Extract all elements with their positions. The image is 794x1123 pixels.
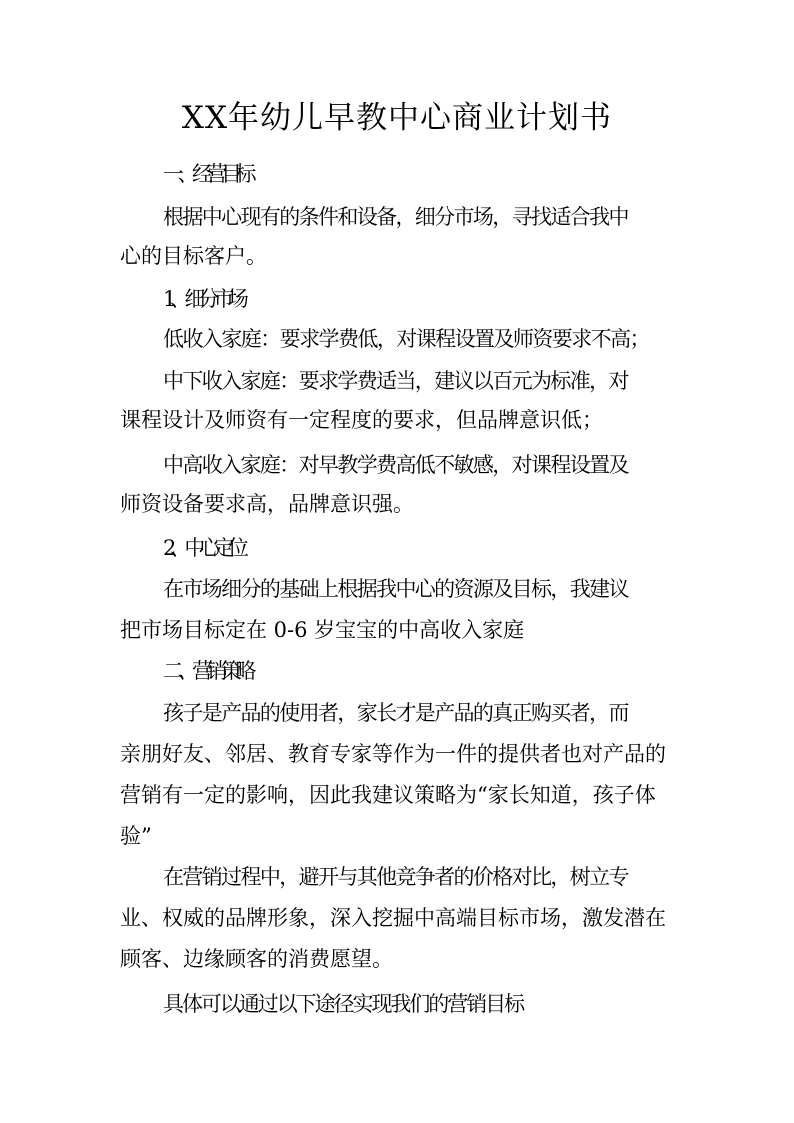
heading-marketing-strategy: 二、营销策略 (163, 659, 250, 683)
paragraph-line: 业、权威的品牌形象，深入挖掘中高端目标市场，激发潜在 (120, 906, 666, 930)
paragraph-line: 在市场细分的基础上根据我中心的资源及目标，我建议 (163, 577, 628, 601)
paragraph-line: 顾客、边缘顾客的消费愿望。 (120, 947, 393, 971)
subheading-market-segmentation: 1、细分市场 (163, 287, 243, 311)
paragraph-line: 中下收入家庭：要求学费适当，建议以百元为标准，对 (163, 369, 628, 393)
paragraph-line: 验” (120, 824, 152, 848)
paragraph-line: 根据中心现有的条件和设备，细分市场，寻找适合我中 (163, 205, 628, 229)
paragraph-line: 亲朋好友、邻居、教育专家等作为一件的提供者也对产品的 (120, 742, 666, 766)
paragraph-line: 心的目标客户。 (120, 244, 267, 268)
paragraph-line: 具体可以通过以下途径实现我们的营销目标 (163, 992, 524, 1016)
subheading-center-positioning: 2、中心定位 (163, 536, 243, 560)
paragraph-line: 课程设计及师资有一定程度的要求，但品牌意识低； (120, 408, 603, 432)
paragraph-line: 中高收入家庭：对早教学费高低不敏感，对课程设置及 (163, 453, 628, 477)
paragraph-line: 孩子是产品的使用者，家长才是产品的真正购买者，而 (163, 701, 628, 725)
paragraph-line: 在营销过程中，避开与其他竞争者的价格对比，树立专 (163, 865, 628, 889)
paragraph-line: 师资设备要求高，品牌意识强。 (120, 492, 414, 516)
heading-business-goals: 一、经营目标 (163, 162, 250, 186)
paragraph-line: 营销有一定的影响，因此我建议策略为“家长知道，孩子体 (120, 783, 656, 807)
paragraph-line: 把市场目标定在 0-6 岁宝宝的中高收入家庭 (120, 618, 525, 642)
document-title: XX年幼儿早教中心商业计划书 (181, 100, 613, 136)
paragraph-line: 低收入家庭：要求学费低，对课程设置及师资要求不高； (163, 327, 649, 351)
